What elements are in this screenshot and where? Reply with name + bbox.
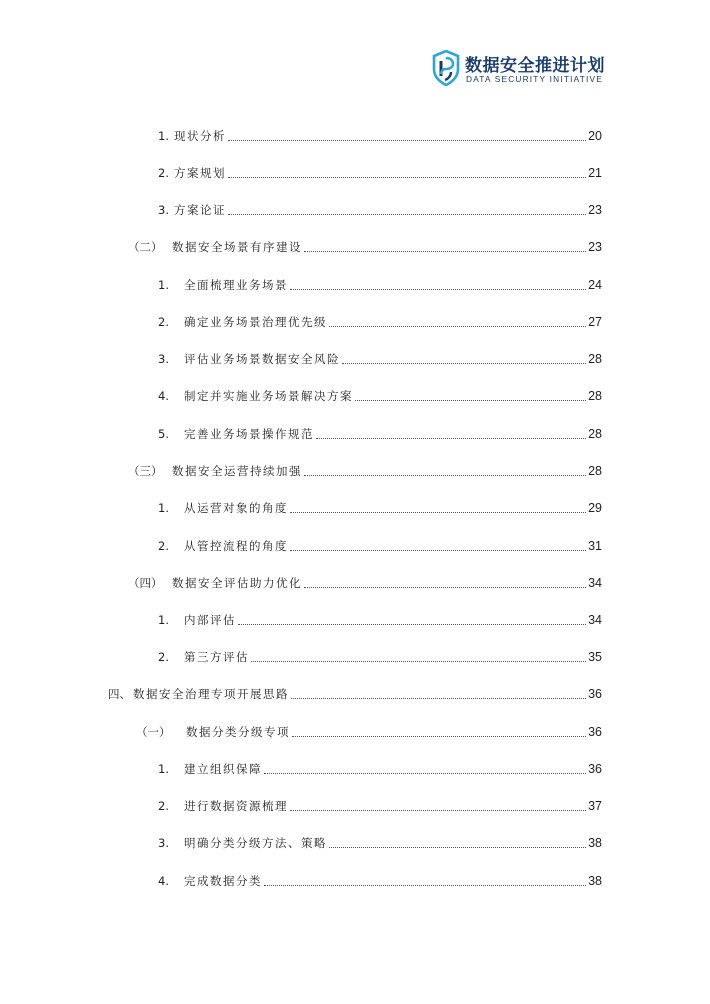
toc-entry-number: 2. (158, 166, 169, 180)
toc-entry-page: 38 (588, 874, 602, 888)
toc-entry-number: 4. (158, 874, 169, 888)
toc-entry-page: 23 (588, 240, 602, 254)
toc-entry[interactable] (158, 798, 602, 814)
toc-leader-dots (291, 698, 586, 699)
toc-entry-number: 1. (158, 762, 169, 776)
logo-title: 数据安全推进计划 (465, 56, 605, 76)
toc-entry-title: 数据安全场景有序建设 (172, 240, 302, 254)
toc-leader-dots (290, 512, 586, 513)
toc-entry-page: 38 (588, 836, 602, 850)
toc-entry-number: 2. (158, 799, 169, 813)
toc-entry-page: 36 (588, 687, 602, 701)
toc-entry-title: 数据分类分级专项 (186, 725, 290, 739)
toc-leader-dots (304, 251, 586, 252)
toc-entry-page: 24 (588, 278, 602, 292)
toc-leader-dots (342, 363, 586, 364)
toc-entry-number: （一） (136, 725, 171, 739)
toc-leader-dots (304, 587, 586, 588)
toc-entry-title: 确定业务场景治理优先级 (184, 315, 327, 329)
toc-entry-number: 4. (158, 389, 169, 403)
toc-entry-page: 28 (588, 464, 602, 478)
toc-entry[interactable] (158, 538, 602, 554)
toc-entry-number: 1. (158, 613, 169, 627)
toc-leader-dots (290, 289, 586, 290)
toc-entry-number: 1. (158, 278, 169, 292)
toc-entry[interactable] (158, 351, 602, 367)
toc-leader-dots (228, 140, 586, 141)
toc-entry[interactable] (158, 426, 602, 442)
toc-entry-number: 3. (158, 352, 169, 366)
toc-entry-title: 全面梳理业务场景 (184, 278, 288, 292)
toc-leader-dots (292, 736, 586, 737)
toc-leader-dots (304, 475, 586, 476)
toc-leader-dots (238, 624, 586, 625)
toc-entry-page: 36 (588, 762, 602, 776)
toc-entry-title: 内部评估 (184, 613, 236, 627)
toc-entry-title: 数据安全运营持续加强 (172, 464, 302, 478)
toc-entry-number: （三） (128, 464, 163, 478)
toc-entry-number: 2. (158, 315, 169, 329)
toc-entry-page: 27 (588, 315, 602, 329)
toc-entry-number: （四） (128, 576, 163, 590)
toc-entry[interactable] (128, 239, 602, 255)
toc-entry-title: 从运营对象的角度 (184, 501, 288, 515)
toc-entry[interactable] (158, 165, 602, 181)
toc-entry-page: 34 (588, 576, 602, 590)
toc-entry-page: 28 (588, 352, 602, 366)
toc-entry-page: 23 (588, 203, 602, 217)
toc-leader-dots (264, 773, 586, 774)
toc-entry-number: 3. (158, 203, 169, 217)
toc-entry[interactable] (158, 128, 602, 144)
toc-entry-page: 31 (588, 539, 602, 553)
toc-entry[interactable] (158, 612, 602, 628)
toc-leader-dots (264, 885, 586, 886)
toc-leader-dots (228, 177, 586, 178)
toc-entry[interactable] (128, 463, 602, 479)
toc-entry-title: 方案论证 (174, 203, 226, 217)
toc-entry-title: 现状分析 (174, 129, 226, 143)
toc-entry[interactable] (158, 649, 602, 665)
toc-entry[interactable] (158, 314, 602, 330)
toc-entry-number: 2. (158, 539, 169, 553)
toc-entry-page: 36 (588, 725, 602, 739)
toc-leader-dots (290, 810, 586, 811)
toc-entry-title: 明确分类分级方法、策略 (184, 836, 327, 850)
logo-subtitle: DATA SECURITY INITIATIVE (466, 74, 603, 84)
toc-entry[interactable] (108, 686, 602, 702)
toc-entry-number: 1. (158, 129, 169, 143)
toc-entry-title: 数据安全治理专项开展思路 (133, 687, 289, 701)
toc-entry-title: 从管控流程的角度 (184, 539, 288, 553)
toc-entry-page: 37 (588, 799, 602, 813)
toc-leader-dots (228, 214, 586, 215)
toc-entry[interactable] (158, 500, 602, 516)
toc-entry[interactable] (128, 575, 602, 591)
toc-entry-page: 28 (588, 389, 602, 403)
toc-entry-number: 5. (158, 427, 169, 441)
toc-entry-title: 完成数据分类 (184, 874, 262, 888)
toc-entry-number: 四、 (108, 687, 131, 701)
toc-leader-dots (316, 438, 586, 439)
toc-entry[interactable] (158, 202, 602, 218)
toc-entry-title: 数据安全评估助力优化 (172, 576, 302, 590)
toc-entry-title: 方案规划 (174, 166, 226, 180)
toc-entry-title: 建立组织保障 (184, 762, 262, 776)
toc-entry-page: 34 (588, 613, 602, 627)
toc-entry-title: 制定并实施业务场景解决方案 (184, 389, 353, 403)
toc-entry-page: 20 (588, 129, 602, 143)
toc-leader-dots (290, 550, 586, 551)
toc-entry-number: 3. (158, 836, 169, 850)
toc-leader-dots (355, 400, 586, 401)
toc-entry-number: （二） (128, 240, 163, 254)
toc-entry[interactable] (158, 388, 602, 404)
toc-entry-page: 28 (588, 427, 602, 441)
toc-entry[interactable] (158, 761, 602, 777)
toc-leader-dots (329, 847, 586, 848)
toc-entry[interactable] (158, 277, 602, 293)
toc-entry[interactable] (158, 835, 602, 851)
toc-leader-dots (329, 326, 586, 327)
toc-entry[interactable] (158, 873, 602, 889)
toc-entry[interactable] (136, 724, 602, 740)
toc-entry-page: 29 (588, 501, 602, 515)
toc-leader-dots (251, 661, 586, 662)
toc-entry-title: 第三方评估 (184, 650, 249, 664)
toc-entry-page: 35 (588, 650, 602, 664)
toc-entry-title: 完善业务场景操作规范 (184, 427, 314, 441)
toc-entry-number: 2. (158, 650, 169, 664)
toc-entry-number: 1. (158, 501, 169, 515)
toc-entry-title: 评估业务场景数据安全风险 (184, 352, 340, 366)
toc-entry-page: 21 (588, 166, 602, 180)
toc-entry-title: 进行数据资源梳理 (184, 799, 288, 813)
